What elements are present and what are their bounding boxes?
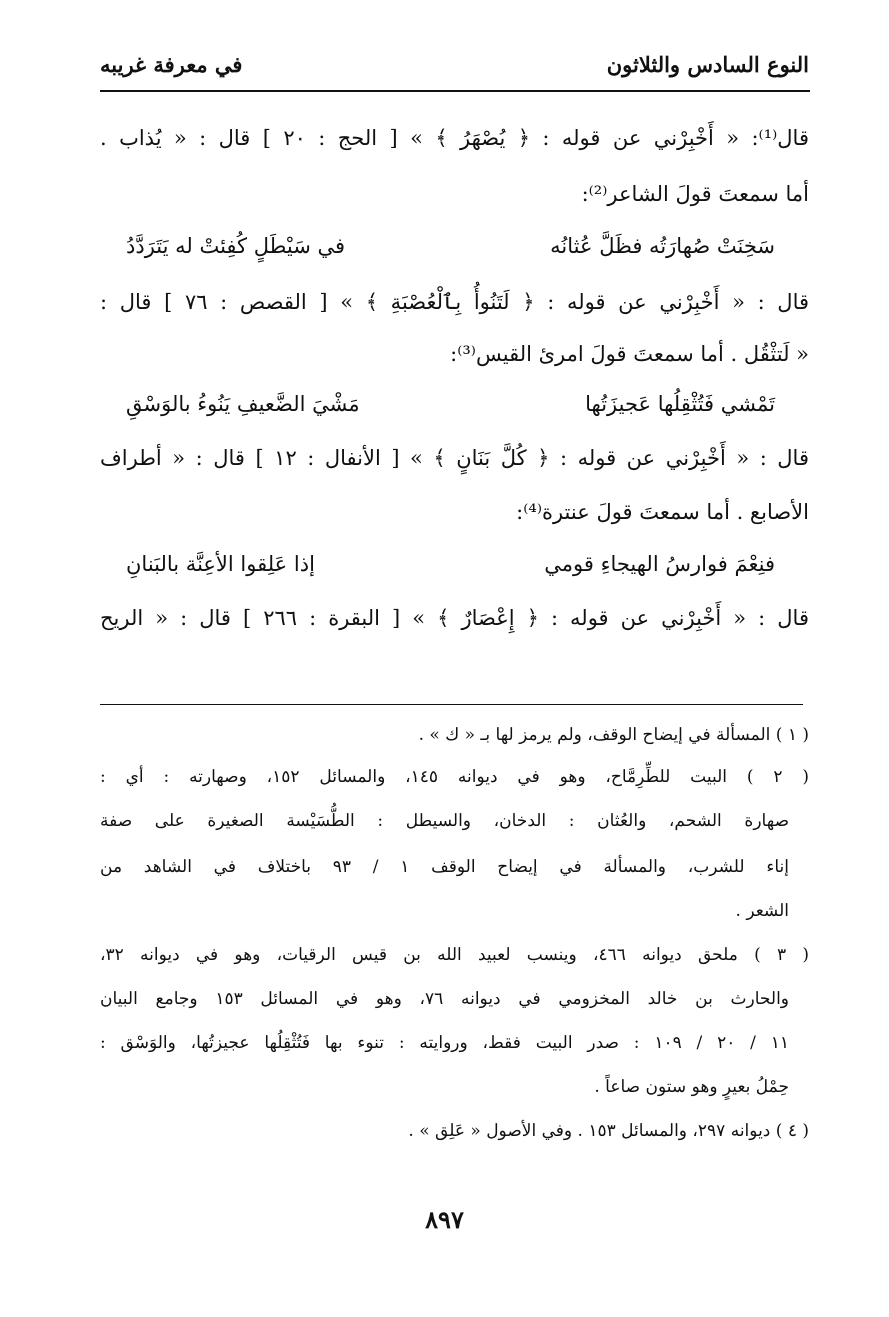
footnote-4: ( ٤ ) ديوانه ٢٩٧، والمسائل ١٥٣ . وفي الأصول « عَلِق » .: [408, 1121, 809, 1141]
footnote-3-line-4: حِمْلُ بعيرٍ وهو ستون صاعاً .: [594, 1077, 789, 1097]
footnote-3-line-3: ١١ / ٢٠ / ١٠٩ : صدر البيت فقط، وروايته : تنوء بها فَتُثْقِلُها عجيزتُها، والوَسْق :: [100, 1033, 789, 1053]
footnote-2-line-1: ( ٢ ) البيت للطِّرِمَّاح، وهو في ديوانه ١٤٥، والمسائل ١٥٢، وصهارته : أي :: [100, 767, 809, 787]
verse-2-first-hemistich: تَمْشي فَتُثْقِلُها عَجيزَتُها: [585, 392, 775, 416]
body-line-5: « لَتثْقُل . أما سمعتَ قولَ امرئ القيس⁽³⁾:: [450, 342, 809, 366]
body-line-2: أما سمعتَ قولَ الشاعر⁽²⁾:: [581, 182, 809, 206]
footnote-3-line-2: والحارث بن خالد المخزومي في ديوانه ٧٦، وهو في المسائل ١٥٣ وجامع البيان: [100, 989, 790, 1009]
body-line-8: الأصابع . أما سمعتَ قولَ عنترة⁽⁴⁾:: [516, 500, 809, 524]
footnote-2-line-2: صهارة الشحم، والعُثان : الدخان، والسيطل : الطُّسَيْسة الصغيرة على صفة: [100, 811, 789, 831]
verse-1-first-hemistich: سَخِنَتْ صُهارَتُه فظَلَّ عُثانُه: [550, 234, 775, 258]
body-line-10: قال : « أَخْبِرْني عن قوله : ﴿ إِعْصَارٌ ﴾ » [ البقرة : ٢٦٦ ] قال : « الريح: [100, 606, 809, 630]
body-line-7: قال : « أَخْبِرْني عن قوله : ﴿ كُلَّ بَنَانٍ ﴾ » [ الأنفال : ١٢ ] قال : « أطراف: [100, 446, 809, 470]
running-header-chapter: النوع السادس والثلاثون: [606, 52, 809, 77]
verse-1-second-hemistich: في سَيْطَلٍ كُفِئتْ له يَتَرَدَّدُ: [126, 234, 346, 258]
body-line-4: قال : « أَخْبِرْني عن قوله : ﴿ لَتَنُوأُ بِٱلْعُصْبَةِ ﴾ » [ القصص : ٧٦ ] قال :: [100, 290, 809, 314]
verse-2-second-hemistich: مَشْيَ الضَّعيفِ يَنُوءُ بالوَسْقِ: [126, 392, 360, 416]
running-header-section: في معرفة غريبه: [100, 52, 243, 77]
header-rule: [100, 90, 810, 92]
footnote-2-line-3: إناء للشرب، والمسألة في إيضاح الوقف ١ / ٩٣ باختلاف في الشاهد من: [100, 857, 789, 877]
footnote-separator: [100, 704, 803, 705]
page-number: ٨٩٧: [425, 1205, 464, 1234]
footnote-3-line-1: ( ٣ ) ملحق ديوانه ٤٦٦، وينسب لعبيد الله بن قيس الرقيات، وهو في ديوانه ٣٢،: [100, 945, 809, 965]
verse-3-first-hemistich: فنِعْمَ فوارسُ الهيجاءِ قومي: [544, 552, 775, 576]
footnote-1: ( ١ ) المسألة في إيضاح الوقف، ولم يرمز لها بـ « ك » .: [418, 725, 809, 745]
verse-3-second-hemistich: إذا عَلِقوا الأعِنَّة بالبَنانِ: [126, 552, 315, 576]
body-line-1: قال⁽¹⁾: « أَخْبِرْني عن قوله : ﴿ يُصْهَرُ ﴾ » [ الحج : ٢٠ ] قال : « يُذاب .: [100, 126, 809, 150]
footnote-2-line-4: الشعر .: [735, 901, 789, 921]
